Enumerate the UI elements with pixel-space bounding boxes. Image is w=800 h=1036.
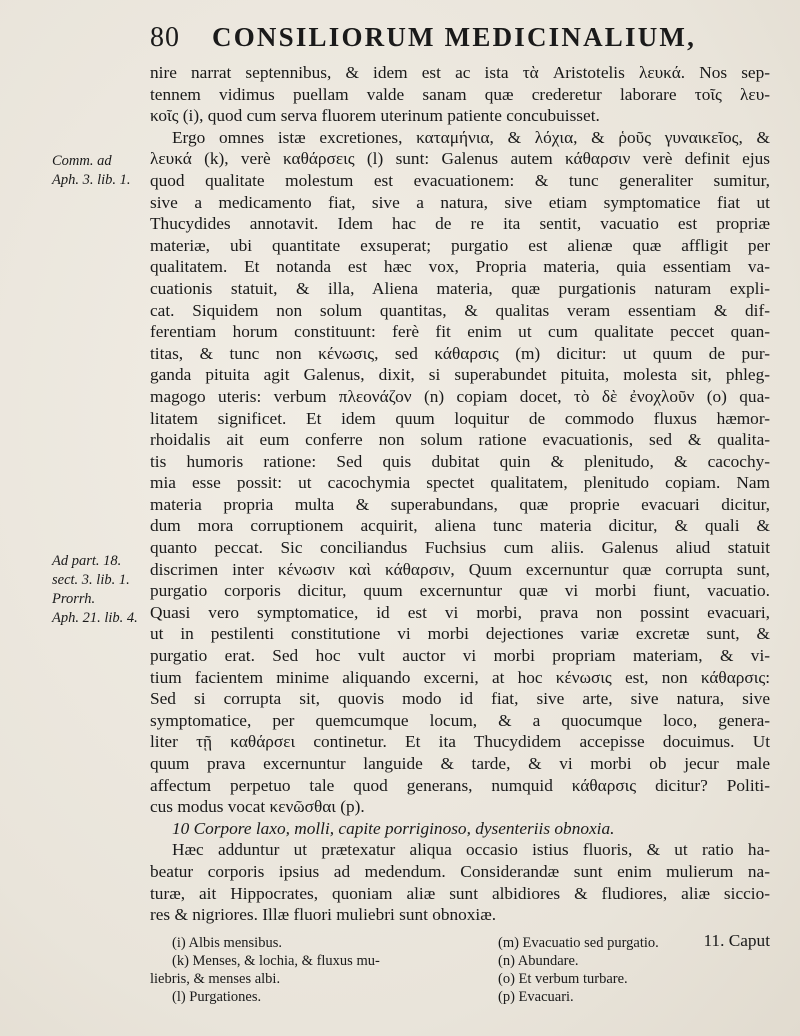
footnote: (l) Purgationes.	[172, 989, 262, 1005]
text-line: Sed si corrupta sit, quovis modo id fiat, sive arte, sive natura, sive	[150, 689, 770, 709]
text-line: magogo uteris: verbum πλεονάζον (n) copiam docet, τὸ δὲ ἐνοχλοῦν (o) qua-	[150, 386, 770, 406]
body-text	[150, 62, 770, 951]
text-line: cus modus vocat κενῶσθαι (p).	[150, 797, 365, 817]
text-line: quod qualitate molestum est evacuationem: & tunc generaliter sumitur,	[150, 170, 770, 190]
footnote: (o) Et verbum turbare.	[498, 971, 628, 987]
text-line: mia esse possit: ut cacochymia spectet qualitatem, plenitudo copiam. Nam	[150, 473, 770, 493]
text-line: dum mora corruptionem acquirit, aliena tunc materia dicitur, & quali &	[150, 516, 770, 536]
text-line: cuationis statuit, & illa, Aliena materia, quæ purgationis naturam expli-	[150, 278, 770, 298]
catchword: 11. Caput	[703, 930, 770, 950]
margin-note: Ad part. 18.	[52, 553, 122, 569]
text-line: rhoidalis ait eum conferre non solum ratione evacuationis, sed & qualita-	[150, 430, 770, 450]
text-line: materia propria multa & superabundans, quæ proprie evacuari dicitur,	[150, 494, 770, 514]
page-header	[150, 18, 790, 58]
text-line: discrimen inter κένωσιν καὶ κάθαρσιν, Quum excernuntur quæ corrupta sunt,	[150, 559, 770, 579]
text-line: tium facientem minime aliquando excerni, at hoc κένωσις est, non κάθαρσις:	[150, 667, 770, 687]
text-line: liter τῇ καθάρσει continetur. Et ita Thucydidem accepisse docuimus. Ut	[150, 732, 770, 752]
text-line: Hæc adduntur ut prætexatur aliqua occasio istius fluoris, & ut ratio ha-	[172, 840, 770, 860]
margin-note: Aph. 3. lib. 1.	[52, 172, 131, 188]
text-line: quum prava excernuntur languide & tarde, & vi morbi ob jecur male	[150, 754, 770, 773]
footnote: (i) Albis mensibus.	[172, 935, 282, 951]
footnote: (m) Evacuatio sed purgatio.	[498, 935, 659, 951]
running-title: CONSILIORUM MEDICINALIUM,	[212, 22, 697, 52]
margin-note: Comm. ad	[52, 153, 112, 169]
text-line: sive a medicamento fiat, sive a natura, sive etiam symptomatice fiat ut	[150, 192, 770, 212]
text-line: affectum perpetuo tale quod generans, numquid κάθαρσις dicitur? Politi-	[150, 775, 770, 795]
text-line: turæ, ait Hippocrates, quoniam aliæ sunt albidiores & fludiores, aliæ siccio-	[150, 883, 770, 903]
margin-note: Aph. 21. lib. 4.	[52, 610, 138, 626]
section-heading: 10 Corpore laxo, molli, capite porriginoso, dysenteriis obnoxia.	[172, 818, 615, 838]
text-line: quanto peccat. Sic conciliandus Fuchsius cum aliis. Galenus aliud statuit	[150, 538, 770, 558]
margin-note: sect. 3. lib. 1.	[52, 572, 130, 588]
text-line: tis humoris ratione: Sed quis dubitat quin & plenitudo, & cacochy-	[150, 451, 770, 471]
footnotes-left-column	[150, 934, 470, 1006]
text-line: cat. Siquidem non solum quantitas, & qualitas veram essentiam & dif-	[150, 300, 770, 320]
footnotes-right-column	[498, 934, 768, 1006]
footnote: liebris, & menses albi.	[150, 971, 281, 987]
text-line: qualitatem. Et notanda est hæc vox, Propria materia, quia essentiam va-	[150, 257, 770, 277]
text-line: ferentiam horum constituunt: ferè fit enim ut cum qualitate peccet quan-	[150, 322, 770, 342]
footnotes	[150, 934, 770, 1014]
text-line: nire narrat septennibus, & idem est ac ista τὰ Aristotelis λευκά. Nos sep-	[150, 63, 770, 82]
text-line: purgatio corporis dicitur, quum excernuntur quæ vi morbi fiunt, vacuatio.	[150, 581, 770, 601]
footnote: (n) Abundare.	[498, 953, 579, 969]
text-line: res & nigriores. Illæ fluori muliebri sunt obnoxiæ.	[150, 905, 497, 925]
text-line: materiæ, ubi quantitate exsuperat; purgatio est alienæ quæ affligit per	[150, 235, 770, 255]
text-line: beatur corporis ipsius ad medendum. Considerandæ sunt enim mulierum na-	[150, 861, 770, 881]
text-line: ut in pestilenti constitutione vi morbi dejectiones variæ excretæ sunt, &	[150, 624, 770, 644]
text-line: purgatio erat. Sed hoc vult auctor vi morbi propriam materiam, & vi-	[150, 646, 770, 666]
text-line: Thucydides annotavit. Idem hac de re ita sentit, vacuatio est propriæ	[150, 214, 770, 234]
text-line: Ergo omnes istæ excretiones, καταμήνια, & λόχια, & ῥοῦς γυναικεῖος, &	[172, 127, 770, 147]
text-line: Quasi vero symptomatice, id est vi morbi, prava non possint evacuari,	[150, 602, 770, 622]
text-line: κοῖς (i), quod cum serva fluorem uterinum patiente concubuisset.	[150, 106, 600, 126]
text-line: symptomatice, per quemcumque locum, & a quocumque loco, genera-	[150, 710, 770, 730]
text-line: λευκά (k), verè καθάρσεις (l) sunt: Galenus autem κάθαρσιν verè definit ejus	[150, 149, 770, 169]
page-number: 80	[150, 22, 180, 53]
footnote: (p) Evacuari.	[498, 989, 574, 1005]
text-line: litatem significet. Et idem quum loquitur de commodo fluxus hæmor-	[150, 408, 770, 428]
footnote: (k) Menses, & lochia, & fluxus mu-	[172, 953, 380, 969]
text-line: ganda pituita agit Galenus, dixit, si superabundet pituita, molesta sit, phleg-	[150, 365, 770, 385]
margin-note: Prorrh.	[52, 591, 96, 607]
text-line: titas, & tunc non κένωσις, sed κάθαρσις (m) dicitur: ut quum de pur-	[150, 343, 770, 363]
text-line: tennem vidimus puellam valde sanam quæ crederetur laborare τοῖς λευ-	[150, 84, 770, 104]
